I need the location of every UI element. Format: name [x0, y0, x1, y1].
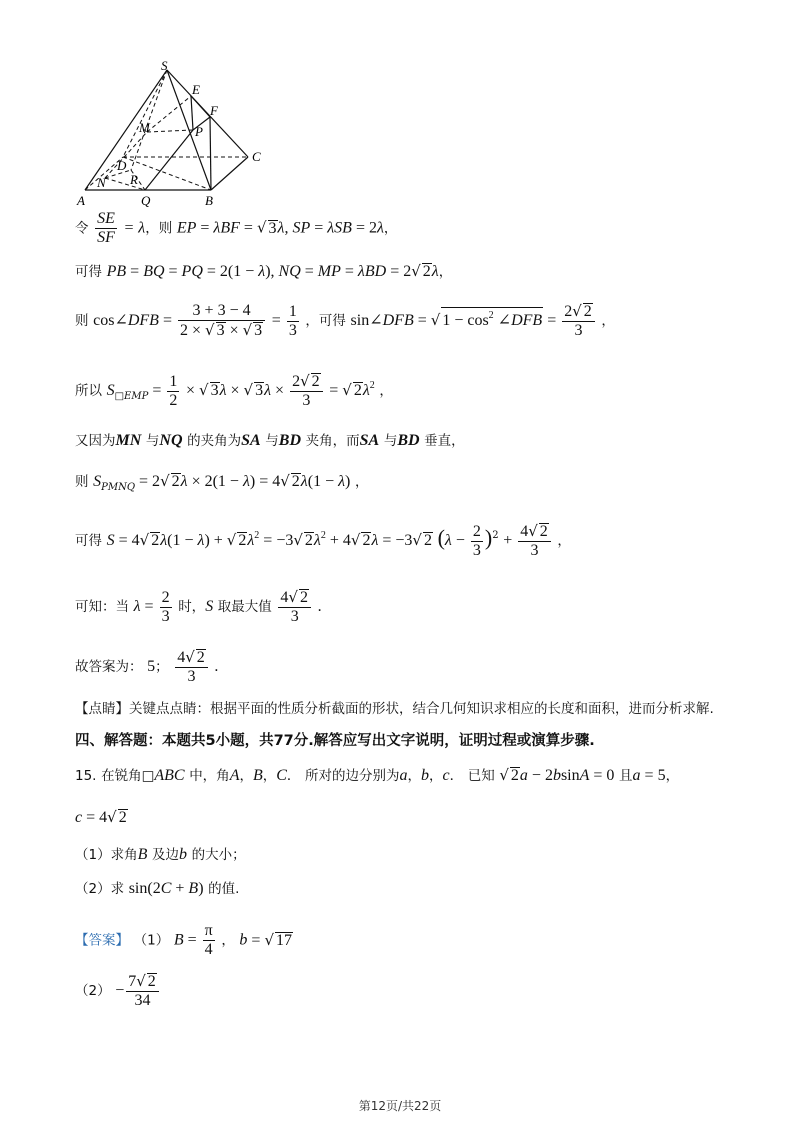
line-answer-blank: 故答案为： 5； $\frac{4√ 2}{3}$ .	[75, 648, 219, 685]
label-b: B	[205, 193, 213, 208]
edge-me	[147, 96, 191, 132]
edge-sd	[123, 70, 167, 157]
label-n: N	[97, 175, 106, 190]
edge-ef	[191, 96, 210, 117]
line-pb: 可得 PB = BQ = PQ = 2(1 − λ), NQ = MP = λBD = 2√ 2λ，	[75, 262, 453, 280]
edge-nq	[105, 178, 145, 190]
label-s: S	[161, 60, 168, 73]
edge-fb	[210, 117, 211, 190]
label-a: A	[77, 193, 85, 208]
label-f: F	[210, 103, 218, 118]
edge-mp	[147, 130, 193, 132]
line-angle: 又因为MN 与NQ 的夹角为SA 与BD 夹角，而SA 与BD 垂直，	[75, 432, 465, 449]
line-s: 可得 S = 4√ 2λ(1 − λ) + √ $2\lambda^2 = -3√$ $2\lambda^2 + 4√$ 2λ = −3√ 2 (λ − $\frac{2}{3}$ )$^2$ + $\frac{4√ 2}{3}$ ，	[75, 522, 571, 559]
page-footer: 第12页/共22页	[358, 1099, 442, 1113]
label-r: R	[130, 172, 138, 187]
section-title: 四、解答题：本题共5小题，共77分.解答应写出文字说明，证明过程或演算步骤.	[75, 733, 595, 749]
label-e: E	[192, 82, 200, 97]
question-15-sub2: （2）求 sin(2C + B) 的值.	[75, 880, 240, 897]
label-d: D	[117, 158, 127, 173]
line-cos: 则 cos∠DFB = $\frac{3 + 3 - 4}{2 \times √ 3 \times √ 3}$ = $\frac{1}{3}$ ，可得 sin∠DFB = √ $1 - \cos^2$ ∠DFB = $\frac{2√ 2}{3}$ ，	[75, 302, 615, 339]
label-q: Q	[141, 193, 151, 208]
line-semp: 所以 $S_{□EMP}$ = $\frac{1}{2}$ × √ 3λ × √ 3λ × $\frac{2√ 2}{3}$ = √ $2\lambda^2$ ，	[75, 372, 393, 409]
edge-pe	[191, 96, 193, 130]
edge-qp	[145, 130, 193, 190]
line-max: 可知：当 λ = $\frac{2}{3}$ 时，S 取最大值 $\frac{4√ 2}{3}$ .	[75, 588, 322, 625]
label-p: P	[195, 124, 203, 139]
answer-line-2: （2） − $\frac{7√ 2}{34}$	[75, 972, 161, 1010]
label-m: M	[139, 120, 150, 135]
dianjing-note: 【点睛】关键点点睛：根据平面的性质分析截面的形状，结合几何知识求相应的长度和面积，进而分析求解.	[75, 701, 714, 717]
question-15-c: c = 4√ 2	[75, 808, 127, 826]
label-c: C	[252, 149, 261, 164]
question-15: 15. 在锐角□ABC 中，角A，B，C． 所对的边分别为a，b，c． 已知 √ 2a − 2bsinA = 0 且a = 5，	[75, 766, 680, 784]
line-spmnq: 则 $S_{PMNQ} = 2√$ 2λ × 2(1 − λ) = 4√ 2λ(1 − λ) ，	[75, 472, 369, 493]
edge-bc	[211, 157, 248, 190]
line-ratio: 令 $\frac{SE}{SF}$ = λ，则 EP = λBF = √ 3λ, SP = λSB = 2λ，	[75, 210, 398, 246]
question-15-sub1: （1）求角B 及边b 的大小；	[75, 846, 246, 863]
geometry-figure	[75, 60, 275, 210]
answer-line-1: 【答案】 （1） B = $\frac{\pi}{4}$ ， b = √ 17	[75, 922, 293, 958]
